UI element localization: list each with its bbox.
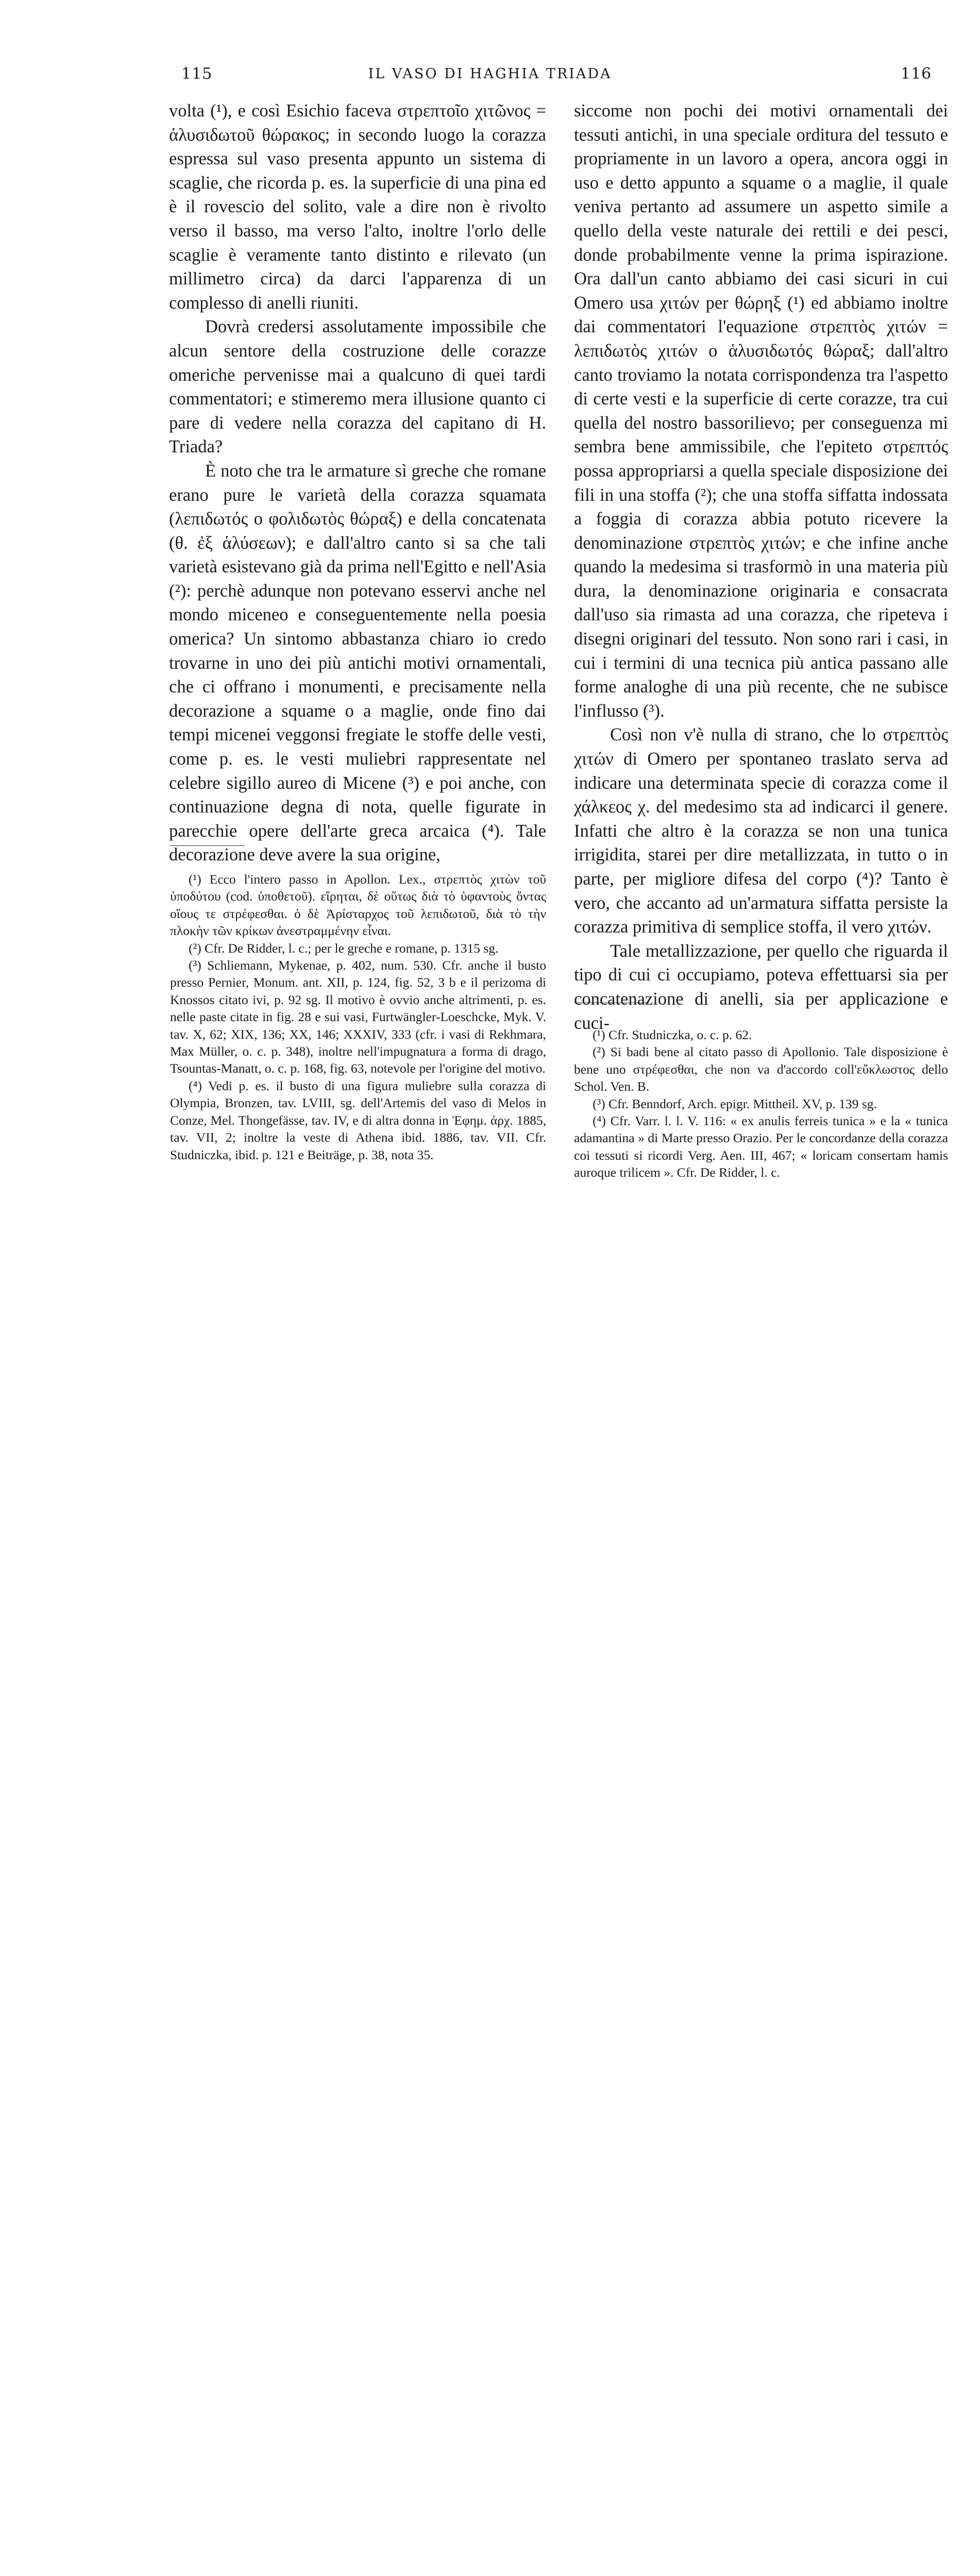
left-paragraph-2: Dovrà credersi assolutamente impossibile che alcun sentore della costruzione delle corazze omeriche pervenisse mai a qualcuno di quei tardi commentatori; e stimeremo mera illusione quanto ci pare di vedere nella corazza del capitano di H. Triada? — [169, 317, 546, 457]
right-paragraph-2: Così non v'è nulla di strano, che lo στρεπτὸς χιτών di Omero per spontaneo traslato serva ad indicare una determinata specie di corazza come il χάλκεος χ. del medesimo sta ad indicarci il genere. Infatti che altro è la corazza se non una tunica irrigidita, starei per dire metallizzata, in tutto o in parte, per migliore difesa del corpo (⁴)? Tanto è vero, che accanto ad un'armatura siffatta persiste la corazza primitiva di semplice stoffa, il vero χιτών. — [574, 725, 948, 937]
footnote-right-4: (⁴) Cfr. Varr. l. l. V. 116: « ex anulis ferreis tunica » e la « tunica adamantina » di Marte presso Orazio. Per le concordanze della corazza coi tessuti si ricordi Verg. Aen. III, 467; « loricam consertam hamis auroque trilicem ». Cfr. De Ridder, l. c. — [574, 1113, 948, 1180]
right-footnotes — [574, 1026, 948, 1181]
footnote-right-1: (¹) Cfr. Studniczka, o. c. p. 62. — [593, 1027, 752, 1042]
footnote-left-1: (¹) Ecco l'intero passo in Apollon. Lex., στρεπτὸς χιτὼν τοῦ ὑποδύτου (cod. ὑποθετοῦ). εἴρηται, δὲ οὕτως διὰ τὸ ὑφαντοὺς ὄντας οἵους τε στρέφεσθαι. ὁ δὲ Ἀρίσταρχος τοῦ λεπιδωτοῦ, διὰ τὸ τὴν πλοκὴν τῶν κρίκων ἀνεστραμμένην εἶναι. — [170, 872, 546, 939]
right-column — [574, 99, 948, 1035]
footnote-left-4: (⁴) Vedi p. es. il busto di una figura muliebre sulla corazza di Olympia, Bronzen, tav. LVIII, sg. dell'Artemis del vaso di Melos in Conze, Mel. Thongefässe, tav. IV, e di altra donna in Ἐφημ. ἀρχ. 1885, tav. VII, 2; inoltre la veste di Athena ibid. 1886, tav. VII. Cfr. Studniczka, ibid. p. 121 e Beiträge, p. 38, nota 35. — [170, 1078, 546, 1162]
footnote-rule-left — [170, 845, 245, 846]
left-footnotes — [170, 871, 546, 1163]
right-paragraph-3: Tale metallizzazione, per quello che riguarda il tipo di cui ci occupiamo, poteva effettuarsi sia per concatenazione di anelli, sia per applicazione e cuci- — [574, 941, 948, 1033]
page-number-left: 115 — [181, 65, 213, 83]
footer-bar — [0, 1360, 980, 1439]
left-paragraph-1: volta (¹), e così Esichio faceva στρεπτοῖο χιτῶνος = ἁλυσιδωτοῦ θώρακος; in secondo luogo la corazza espressa sul vaso presenta appunto un sistema di scaglie, che ricorda p. es. la superficie di una pina ed è il rovescio del solito, vale a dire non è rivolto verso il basso, ma verso l'alto, inoltre l'orlo delle scaglie è veramente tanto distinto e rilevato (un millimetro circa) da darci l'apparenza di un complesso di anelli riuniti. — [169, 101, 546, 313]
footnote-left-3: (³) Schliemann, Mykenae, p. 402, num. 530. Cfr. anche il busto presso Pernier, Monum. ant. XII, p. 124, fig. 52, 3 b e il perizoma di Knossos citato ivi, p. 92 sg. Il motivo è ovvio anche altrimenti, p. es. nelle paste citate in fig. 28 e sui vasi, Furtwängler-Loeschcke, Myk. V. tav. X, 62; XIX, 136; XX, 146; XXXIV, 333 (cfr. i vasi di Rekhmara, Max Müller, o. c. p. 348), inoltre nell'impugnatura a forma di drago, Tsountas-Manatt, o. c. p. 168, fig. 63, notevole per l'origine del motivo. — [170, 958, 546, 1076]
footnote-left-2: (²) Cfr. De Ridder, l. c.; per le greche e romane, p. 1315 sg. — [189, 940, 499, 956]
right-paragraph-1: siccome non pochi dei motivi ornamentali dei tessuti antichi, in una speciale orditura del tessuto e propriamente in un lavoro a opera, ancora oggi in uso e detto appunto a squame o a maglie, il quale veniva pertanto ad assumere un aspetto simile a quello della veste naturale dei rettili e dei pesci, donde probabilmente venne la prima ispirazione. Ora dall'un canto abbiamo dei casi sicuri in cui Omero usa χιτών per θώρηξ (¹) ed abbiamo inoltre dai commentatori l'equazione στρεπτὸς χιτών = λεπιδωτὸς χιτών o ἁλυσιδωτός θώραξ; dall'altro canto troviamo la notata corrispondenza tra l'aspetto di certe vesti e la superficie di certe corazze, tra cui quella del nostro bassorilievo; per conseguenza mi sembra bene ammissibile, che l'epiteto στρεπτός possa appropriarsi a quella speciale disposizione dei fili in una stoffa (²); che una stoffa siffatta indossata a foggia di corazza abbia potuto ricevere la denominazione στρεπτὸς χιτών; e che infine anche quando la medesima si trasformò in una materia più dura, la denominazione originaria e consacrata dall'uso sia rimasta ad una corazza, che ripeteva i disegni originari del tessuto. Non sono rari i casi, in cui i termini di una tecnica più antica passano alle forme analoghe di una più recente, che ne subisce l'influsso (³). — [574, 101, 948, 721]
left-paragraph-3: È noto che tra le armature sì greche che romane erano pure le varietà della corazza squamata (λεπιδωτός o φολιδωτὸς θώραξ) e della concatenata (θ. ἐξ ἁλύσεων); e dall'altro canto si sa che tali varietà esistevano già da prima nell'Egitto e nell'Asia (²): perchè adunque non potevano esservi anche nel mondo miceneo e conseguentemente nella poesia omerica? Un sintomo abbastanza chiaro io credo trovarne in uno dei più antichi motivi ornamentali, che ci offrano i monumenti, e precisamente nella decorazione a squame o a maglie, onde fino dai tempi micenei veggonsi fregiate le stoffe delle vesti, come p. es. le vesti muliebri rappresentate nel celebre sigillo aureo di Micene (³) e poi anche, con continuazione degna di nota, quelle figurate in parecchie opere dell'arte greca arcaica (⁴). Tale decorazione deve avere la sua origine, — [169, 461, 546, 865]
left-column — [169, 99, 546, 867]
page-number-right: 116 — [901, 65, 932, 83]
running-title: IL VASO DI HAGHIA TRIADA — [368, 66, 612, 82]
footnote-right-2: (²) Si badi bene al citato passo di Apollonio. Tale disposizione è bene uno στρέφεσθαι, che non va d'accordo coll'εὔκλωστος dello Schol. Ven. B. — [574, 1044, 948, 1094]
footnote-right-3: (³) Cfr. Benndorf, Arch. epigr. Mittheil. XV, p. 139 sg. — [593, 1096, 877, 1111]
